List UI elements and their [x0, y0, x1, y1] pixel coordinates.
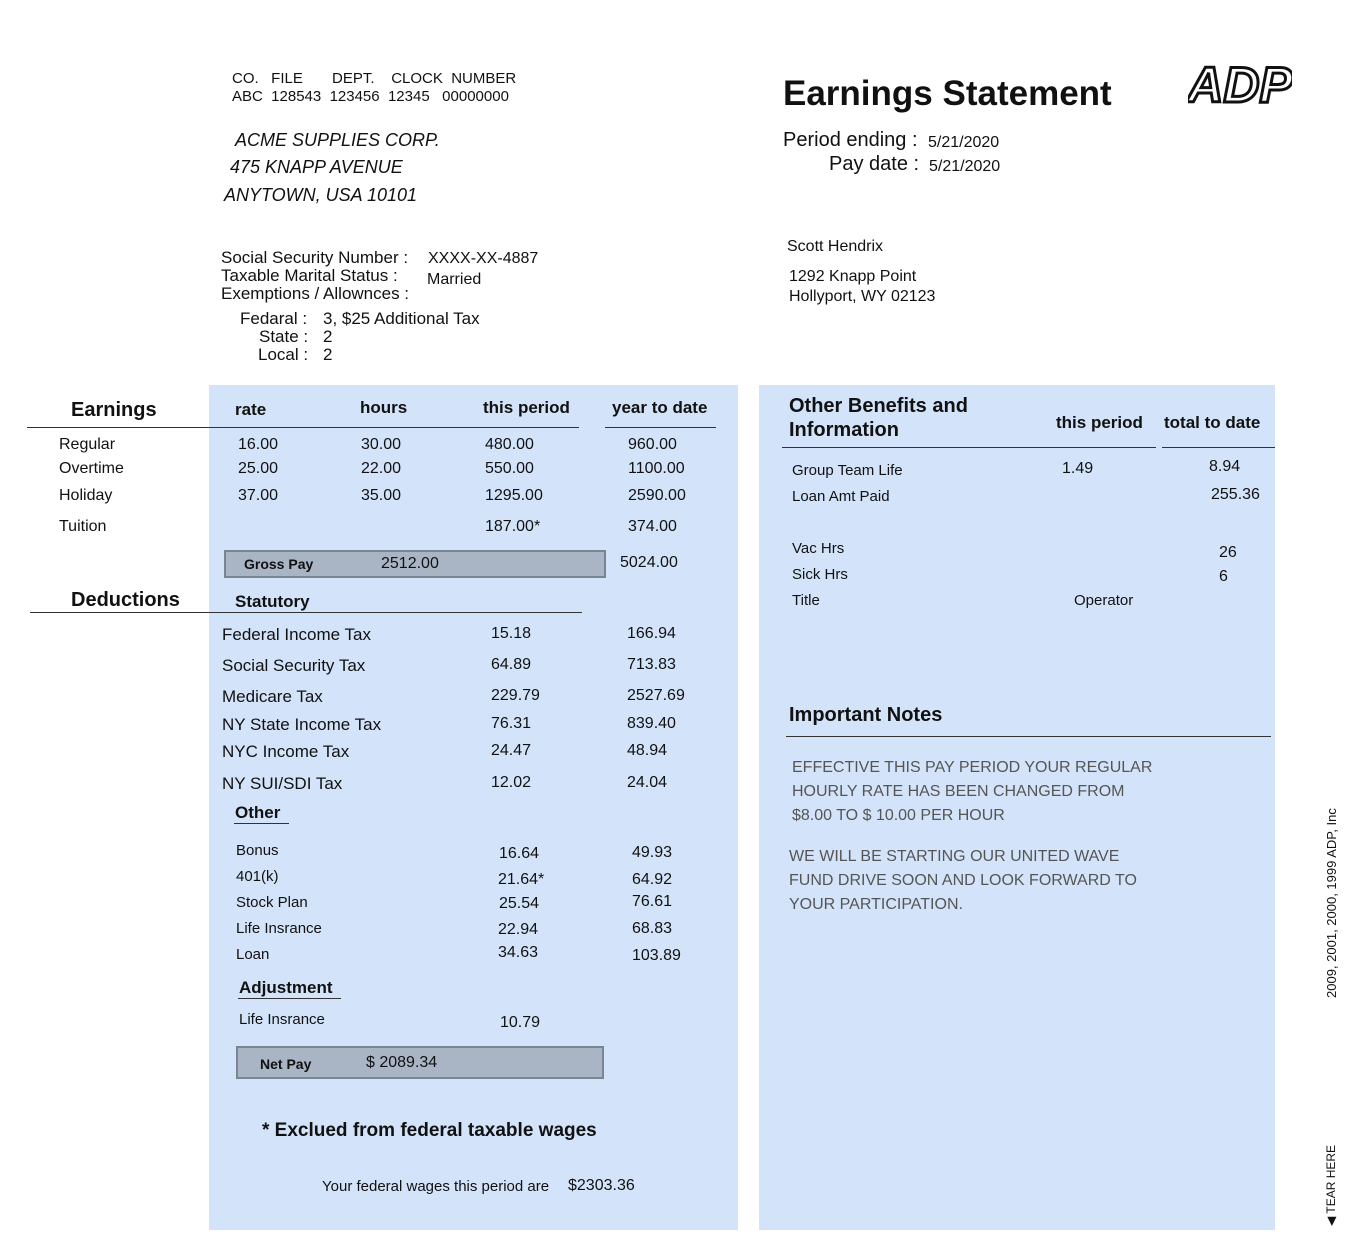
other-this-period: 22.94 [498, 921, 539, 938]
earnings-deductions-panel [209, 385, 738, 1230]
earnings-header-this-period: this period [483, 398, 570, 417]
earnings-header-rate: rate [235, 400, 267, 419]
benefit-label: Loan Amt Paid [792, 488, 890, 505]
federal-wages-value: $2303.36 [568, 1177, 635, 1194]
adjustment-label: Life Insrance [239, 1011, 325, 1028]
other-this-period: 16.64 [499, 845, 540, 862]
benefit-this-period: 1.49 [1062, 460, 1094, 477]
earnings-ytd: 960.00 [628, 436, 677, 453]
benefits-divider [782, 447, 1156, 448]
local-label: Local : [258, 345, 309, 364]
notes-title: Important Notes [789, 704, 943, 726]
other-label: Life Insrance [236, 920, 322, 937]
other-ytd: 76.61 [632, 893, 673, 910]
employee-name: Scott Hendrix [787, 238, 884, 255]
adjustment-this-period: 10.79 [500, 1014, 541, 1031]
federal-label: Fedaral : [240, 309, 308, 328]
marital-value: Married [427, 271, 482, 288]
earnings-rate: 25.00 [238, 460, 279, 477]
benefits-title-line1: Other Benefits and [789, 395, 968, 417]
pay-date-label: Pay date : [829, 153, 920, 175]
gross-pay-ytd: 5024.00 [620, 554, 678, 571]
earnings-this-period: 550.00 [485, 460, 534, 477]
net-pay-label: Net Pay [260, 1056, 312, 1072]
benefit-label: Sick Hrs [792, 566, 848, 583]
deductions-divider [30, 612, 582, 613]
deduction-this-period: 24.47 [491, 742, 532, 759]
deduction-ytd: 713.83 [627, 656, 676, 673]
earnings-this-period: 480.00 [485, 436, 534, 453]
earnings-label: Tuition [59, 518, 107, 535]
earnings-label: Overtime [59, 460, 124, 477]
state-label: State : [259, 327, 309, 346]
deduction-ytd: 166.94 [627, 625, 676, 642]
earnings-hours: 22.00 [361, 460, 402, 477]
ssn-value: XXXX-XX-4887 [428, 250, 539, 267]
deduction-label: Social Security Tax [222, 656, 366, 675]
deduction-ytd: 2527.69 [627, 687, 685, 704]
benefit-total: 255.36 [1211, 486, 1260, 503]
net-pay-value: $ 2089.34 [366, 1054, 438, 1071]
earnings-this-period: 187.00* [485, 518, 541, 535]
other-label: Loan [236, 946, 270, 963]
adp-logo-text: ADP [1188, 58, 1292, 108]
deduction-ytd: 839.40 [627, 715, 676, 732]
benefits-title-line2: Information [789, 419, 899, 441]
earnings-rate: 16.00 [238, 436, 279, 453]
deduction-label: NYC Income Tax [222, 742, 350, 761]
federal-wages-label: Your federal wages this period are [322, 1178, 550, 1195]
earnings-hours: 30.00 [361, 436, 402, 453]
other-this-period: 25.54 [499, 895, 540, 912]
deduction-label: Medicare Tax [222, 687, 323, 706]
other-label: 401(k) [236, 868, 279, 885]
company-codes-header: CO. FILE DEPT. CLOCK NUMBER [232, 70, 517, 87]
earnings-ytd-divider [605, 427, 716, 428]
period-ending-label: Period ending : [783, 129, 918, 151]
exemptions-label: Exemptions / Allownces : [221, 284, 410, 303]
company-street: 475 KNAPP AVENUE [230, 157, 403, 177]
benefit-total: 8.94 [1209, 458, 1241, 475]
deduction-this-period: 12.02 [491, 774, 532, 791]
earnings-rate: 37.00 [238, 487, 279, 504]
benefit-label: Group Team Life [792, 462, 903, 479]
employee-street: 1292 Knapp Point [789, 268, 917, 285]
local-value: 2 [323, 345, 333, 364]
deduction-this-period: 229.79 [491, 687, 540, 704]
earnings-label: Regular [59, 436, 116, 453]
deduction-this-period: 15.18 [491, 625, 532, 642]
other-this-period: 34.63 [498, 944, 539, 961]
federal-value: 3, $25 Additional Tax [323, 309, 480, 328]
tear-here [1324, 1145, 1338, 1226]
note-fund-drive: WE WILL BE STARTING OUR UNITED WAVE FUND DRIVE SOON AND LOOK FORWARD TO YOUR PARTICIPATION. [789, 848, 1137, 913]
benefit-total: 26 [1219, 544, 1237, 561]
earnings-label: Holiday [59, 487, 113, 504]
deduction-ytd: 24.04 [627, 774, 668, 791]
adp-logo [1188, 58, 1292, 108]
state-value: 2 [323, 327, 333, 346]
other-ytd: 103.89 [632, 947, 681, 964]
marital-label: Taxable Marital Status : [221, 266, 398, 285]
company-name: ACME SUPPLIES CORP. [235, 130, 440, 150]
benefits-header-total: total to date [1164, 413, 1261, 432]
earnings-hours: 35.00 [361, 487, 402, 504]
other-title: Other [235, 803, 281, 822]
period-ending-value: 5/21/2020 [928, 134, 1000, 151]
other-ytd: 49.93 [632, 844, 673, 861]
adjustment-underline [238, 998, 341, 999]
deduction-ytd: 48.94 [627, 742, 668, 759]
statement-title: Earnings Statement [783, 74, 1112, 113]
deduction-this-period: 64.89 [491, 656, 532, 673]
pay-date-value: 5/21/2020 [929, 158, 1001, 175]
company-city: ANYTOWN, USA 10101 [224, 185, 418, 205]
benefits-header-this-period: this period [1056, 413, 1143, 432]
adjustment-title: Adjustment [239, 978, 333, 997]
gross-pay-label: Gross Pay [244, 556, 314, 572]
notes-divider [786, 736, 1271, 737]
earnings-header-hours: hours [360, 398, 408, 417]
deduction-label: Federal Income Tax [222, 625, 371, 644]
other-label: Stock Plan [236, 894, 308, 911]
earnings-ytd: 374.00 [628, 518, 677, 535]
excluded-footnote: * Exclued from federal taxable wages [262, 1120, 597, 1141]
benefits-total-divider [1162, 447, 1275, 448]
benefit-label: Vac Hrs [792, 540, 845, 557]
earnings-divider [27, 427, 579, 428]
deduction-label: NY SUI/SDI Tax [222, 774, 343, 793]
other-this-period: 21.64* [498, 871, 545, 888]
benefit-label: Title [792, 592, 820, 609]
note-rate-change: EFFECTIVE THIS PAY PERIOD YOUR REGULAR HOURLY RATE HAS BEEN CHANGED FROM $8.00 TO $ 10.00 PER HOUR [792, 759, 1153, 824]
employee-city: Hollyport, WY 02123 [789, 288, 936, 305]
deductions-title: Deductions [71, 589, 180, 611]
earnings-this-period: 1295.00 [485, 487, 543, 504]
other-ytd: 68.83 [632, 920, 673, 937]
other-underline [234, 823, 289, 824]
other-ytd: 64.92 [632, 871, 673, 888]
tear-arrow-icon: ◀ [1324, 1213, 1338, 1226]
ssn-label: Social Security Number : [221, 248, 409, 267]
benefit-this-period: Operator [1074, 592, 1134, 609]
copyright-text: 2009, 2001, 2000, 1999 ADP, Inc [1324, 808, 1339, 998]
gross-pay-value: 2512.00 [381, 555, 439, 572]
earnings-header-ytd: year to date [612, 398, 708, 417]
deduction-label: NY State Income Tax [222, 715, 382, 734]
deduction-this-period: 76.31 [491, 715, 532, 732]
earnings-ytd: 1100.00 [628, 460, 685, 477]
earnings-ytd: 2590.00 [628, 487, 686, 504]
statutory-title: Statutory [235, 592, 310, 611]
tear-here-label: TEAR HERE [1324, 1144, 1338, 1214]
benefit-total: 6 [1219, 568, 1228, 585]
other-label: Bonus [236, 842, 279, 859]
earnings-title: Earnings [71, 399, 157, 421]
company-codes-values: ABC 128543 123456 12345 00000000 [232, 88, 509, 105]
